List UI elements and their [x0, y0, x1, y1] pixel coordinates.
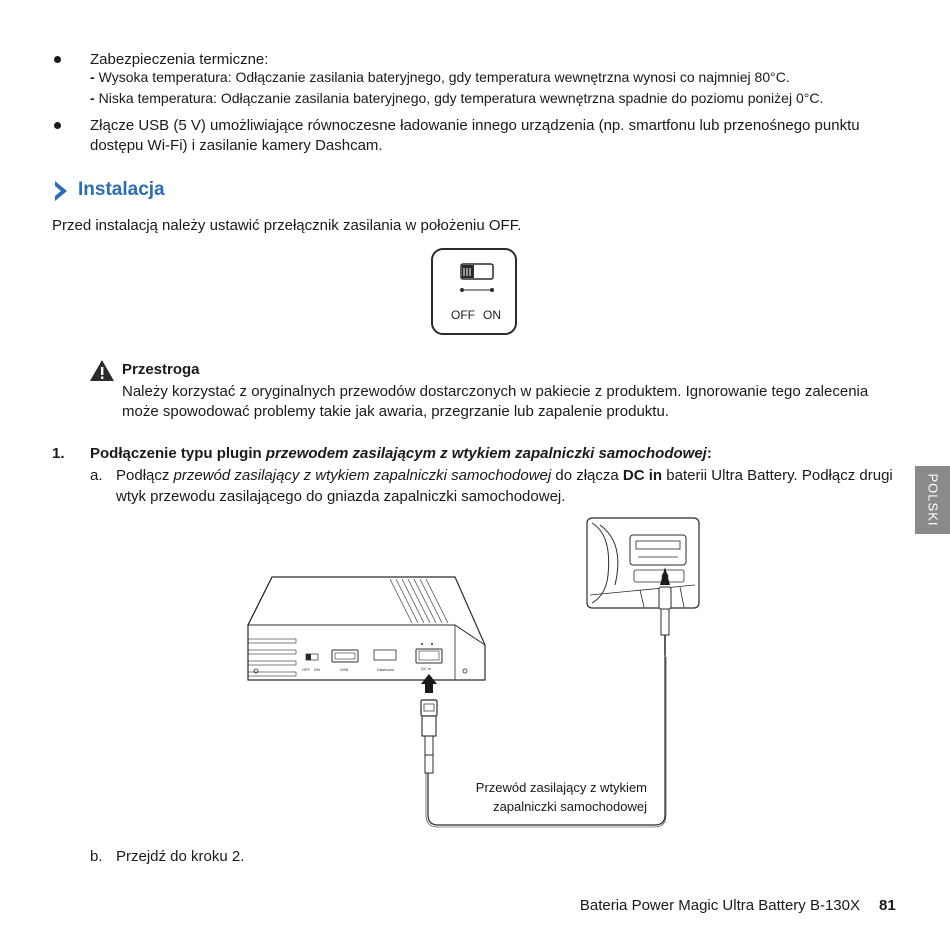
substep-b-label: b.: [90, 848, 103, 865]
page-number: 81: [879, 897, 896, 914]
step-title: [90, 444, 712, 464]
language-tab-label: POLSKI: [925, 473, 940, 527]
diagram-dashcam-label: Dashcam: [377, 667, 394, 672]
usb-line-2: dostępu Wi-Fi) i zasilanie kamery Dashcam.: [90, 137, 383, 154]
cable-caption-line-2: zapalniczki samochodowej: [493, 799, 647, 814]
substep-a-line-1: [116, 466, 893, 486]
substep-b-text: Przejdź do kroku 2.: [116, 848, 245, 865]
section-title: Instalacja: [78, 179, 165, 200]
thermal-title: Zabezpieczenia termiczne:: [90, 51, 269, 68]
diagram-off-label: OFF: [302, 667, 310, 672]
substep-a-label: a.: [90, 467, 103, 484]
substep-a-text: do złącza: [551, 467, 623, 484]
thermal-low-text: Niska temperatura: Odłączanie zasilania bateryjnego, gdy temperatura wewnętrzna spadnie do poziomu poniżej 0°C.: [98, 90, 824, 106]
cigarette-plug: [659, 587, 671, 655]
usb-line-1: Złącze USB (5 V) umożliwiające równoczesne ładowanie innego urządzenia (np. smartfonu lub przenośnego punktu: [90, 117, 860, 134]
cable-caption-line-1: Przewód zasilający z wtykiem: [475, 780, 647, 795]
section-intro: Przed instalacją należy ustawić przełącznik zasilania w położeniu OFF.: [52, 217, 522, 234]
bullet-dot: [54, 122, 61, 129]
battery-box-illustration: [248, 577, 485, 680]
car-dashboard-illustration: [587, 518, 699, 608]
chevron-right-icon: [52, 180, 70, 202]
substep-a-line-2: wtyk przewodu zasilającego do gniazda zapalniczki samochodowej.: [116, 488, 566, 505]
diagram-dcin-label: DC in: [421, 666, 432, 671]
thermal-high-text: Wysoka temperatura: Odłączanie zasilania bateryjnego, gdy temperatura wewnętrzna wynosi co najmniej 80°C.: [98, 69, 790, 85]
bullet-dot: [54, 56, 61, 63]
step-title-italic: przewodem zasilającym z wtykiem zapalniczki samochodowej: [265, 445, 707, 462]
caution-title: Przestroga: [122, 361, 200, 378]
thermal-high-item: [90, 67, 790, 87]
dash: -: [90, 90, 95, 106]
cable-caption: [448, 778, 647, 816]
switch-off-label: OFF: [451, 308, 475, 322]
power-switch-figure: [431, 248, 517, 335]
caution-line-1: Należy korzystać z oryginalnych przewodów dostarczonych w pakiecie z produktem. Ignorowanie tego zalecenia: [122, 383, 869, 400]
substep-a-bold: DC in: [622, 467, 663, 484]
language-tab: [915, 466, 950, 534]
switch-on-label: ON: [483, 308, 501, 322]
substep-a-text: Podłącz: [116, 467, 174, 484]
step-title-bold: Podłączenie typu plugin: [90, 445, 266, 462]
dash: -: [90, 69, 95, 85]
warning-icon: [89, 359, 115, 382]
diagram-usb-label: USB: [340, 667, 349, 672]
thermal-low-item: [90, 88, 823, 108]
footer-title: Bateria Power Magic Ultra Battery B-130X: [579, 897, 860, 914]
dc-connector: [421, 700, 437, 773]
substep-a-text: baterii Ultra Battery. Podłącz drugi: [662, 467, 893, 484]
caution-line-2: może spowodować problemy takie jak awaria, przegrzanie lub zapalenie produktu.: [122, 403, 669, 420]
diagram-on-label: ON: [314, 667, 320, 672]
step-title-colon: :: [706, 445, 712, 462]
substep-a-italic: przewód zasilający z wtykiem zapalniczki samochodowej: [173, 467, 552, 484]
step-number: 1.: [52, 445, 65, 462]
